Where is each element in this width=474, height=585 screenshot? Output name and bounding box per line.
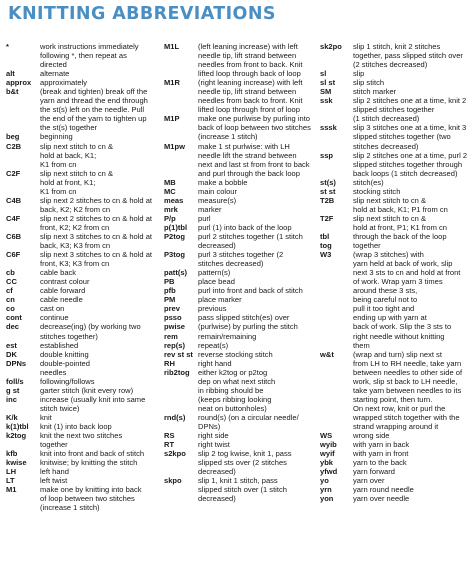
- abbreviation-term: yo: [320, 476, 329, 486]
- abbreviation-entry: [320, 69, 472, 78]
- abbreviation-term: SM: [320, 87, 332, 97]
- abbreviation-entry: [6, 132, 158, 141]
- abbreviation-definition: purl: [198, 213, 211, 223]
- abbreviation-term: LT: [6, 476, 15, 486]
- abbreviation-entry: [164, 178, 316, 187]
- abbreviation-entry: [320, 151, 472, 178]
- abbreviation-term: wyib: [320, 440, 337, 450]
- abbreviation-entry: [6, 286, 158, 295]
- abbreviation-definition: through the back of the loop: [353, 231, 447, 241]
- abbreviation-entry: [320, 87, 472, 96]
- abbreviation-term: PB: [164, 277, 175, 287]
- abbreviation-definition: slip next 3 stitches to cn & hold at back, K3; K3 from cn: [40, 231, 153, 251]
- abbreviation-definition: stitch(es): [353, 177, 384, 187]
- abbreviation-entry: [6, 467, 158, 476]
- abbreviation-term: sssk: [320, 123, 337, 133]
- abbreviation-definition: wrong side: [353, 431, 390, 441]
- abbreviation-entry: [320, 123, 472, 150]
- abbreviation-definition: right hand: [198, 358, 232, 368]
- abbreviation-term: M1: [6, 485, 17, 495]
- abbreviation-definition: purl 2 stitches together (1 stitch decreased): [198, 231, 303, 251]
- abbreviation-entry: [6, 431, 158, 449]
- abbreviation-term: P/p: [164, 213, 176, 223]
- abbreviation-term: T2F: [320, 213, 334, 223]
- abbreviation-definition: (left leaning increase) with left needle tip, lift strand between needles from front to back. Knit lifted loop through back of loop: [198, 42, 303, 79]
- abbreviation-entry: [6, 196, 158, 214]
- abbreviation-term: C2F: [6, 168, 21, 178]
- abbreviation-entry: [320, 42, 472, 69]
- abbreviation-entry: [164, 413, 316, 431]
- abbreviation-entry: [6, 476, 158, 485]
- abbreviation-definition: make one purlwise by purling into back of loop between two stitches (increase 1 stitch): [198, 114, 311, 142]
- abbreviation-definition: with yarn in front: [353, 449, 409, 459]
- abbreviation-entry: [6, 350, 158, 359]
- abbreviation-entry: [320, 458, 472, 467]
- abbreviation-entry: [164, 449, 316, 476]
- abbreviation-entry: [320, 476, 472, 485]
- abbreviation-definition: yarn over: [353, 476, 385, 486]
- abbreviation-entry: [164, 196, 316, 205]
- abbreviation-column-3: [320, 42, 472, 503]
- abbreviation-definition: yarn forward: [353, 467, 395, 477]
- abbreviation-entry: [320, 485, 472, 494]
- abbreviation-term: k(1)tbl: [6, 421, 29, 431]
- abbreviation-term: w&t: [320, 349, 334, 359]
- abbreviation-definition: remain/remaining: [198, 331, 257, 341]
- abbreviation-entry: [164, 232, 316, 250]
- abbreviation-definition: measure(s): [198, 195, 237, 205]
- abbreviation-term: rem: [164, 331, 178, 341]
- abbreviation-term: yfwd: [320, 467, 338, 477]
- abbreviation-entry: [164, 313, 316, 322]
- abbreviation-term: pfb: [164, 286, 176, 296]
- abbreviation-term: DK: [6, 349, 17, 359]
- abbreviation-definition: double-pointed needles: [40, 358, 90, 377]
- abbreviation-definition: slip 1 stitch, knit 2 stitches together, pass slipped stitch over (2 stitches decreased): [353, 42, 463, 70]
- abbreviation-entry: [320, 241, 472, 250]
- abbreviation-term: yon: [320, 494, 334, 504]
- abbreviation-term: rev st st: [164, 349, 193, 359]
- abbreviation-entry: [320, 187, 472, 196]
- abbreviation-term: M1pw: [164, 141, 185, 151]
- abbreviation-term: patt(s): [164, 268, 188, 278]
- abbreviation-entry: [6, 87, 158, 132]
- abbreviation-term: cf: [6, 286, 13, 296]
- abbreviation-term: prev: [164, 304, 180, 314]
- abbreviation-entry: [164, 440, 316, 449]
- abbreviation-entry: [164, 42, 316, 78]
- abbreviation-term: rib2tog: [164, 367, 190, 377]
- abbreviation-term: cn: [6, 295, 15, 305]
- abbreviation-term: tog: [320, 241, 332, 251]
- abbreviation-entry: [6, 422, 158, 431]
- abbreviation-entry: [6, 78, 158, 87]
- abbreviation-definition: cable back: [40, 268, 77, 278]
- abbreviation-term: C2B: [6, 141, 22, 151]
- abbreviation-term: K/k: [6, 412, 18, 422]
- abbreviation-term: ssk: [320, 96, 333, 106]
- abbreviation-definition: yarn to the back: [353, 458, 407, 468]
- abbreviation-definition: yarn over needle: [353, 494, 410, 504]
- abbreviation-term: RH: [164, 358, 175, 368]
- abbreviation-definition: yarn round needle: [353, 485, 414, 495]
- abbreviation-term: rep(s): [164, 340, 185, 350]
- abbreviation-definition: (right leaning increase) with left needle tip, lift strand between needles from back to front. Knit lifted loop through front of loop: [198, 78, 303, 115]
- abbreviation-definition: (purlwise) by purling the stitch: [198, 322, 298, 332]
- abbreviation-definition: either k2tog or p2tog dep on what next stitch in ribbing should be (keeps ribbing looking neat on buttonholes): [198, 367, 276, 413]
- abbreviation-entry: [164, 142, 316, 178]
- abbreviation-definition: slip next stitch to cn & hold at back, K1; P1 from cn: [353, 195, 448, 214]
- abbreviation-definition: garter stitch (knit every row): [40, 385, 134, 395]
- abbreviation-definition: slip 2 stitches one at a time, knit 2 slipped stitches together (1 stitch decreased): [353, 96, 467, 124]
- abbreviation-term: W3: [320, 250, 332, 260]
- abbreviation-definition: slip: [353, 69, 365, 79]
- abbreviation-term: rnd(s): [164, 412, 186, 422]
- abbreviation-term: p(1)tbl: [164, 222, 188, 232]
- abbreviation-term: st(s): [320, 177, 336, 187]
- abbreviation-entry: [164, 268, 316, 277]
- abbreviation-definition: knitwise; by knitting the stitch: [40, 458, 138, 468]
- abbreviation-definition: previous: [198, 304, 227, 314]
- abbreviation-entry: [320, 78, 472, 87]
- abbreviation-definition: following/follows: [40, 376, 95, 386]
- abbreviation-term: kfb: [6, 449, 18, 459]
- abbreviation-entry: [320, 431, 472, 440]
- abbreviation-entry: [164, 78, 316, 114]
- abbreviation-term: CC: [6, 277, 17, 287]
- abbreviation-term: M1P: [164, 114, 180, 124]
- abbreviation-term: b&t: [6, 87, 19, 97]
- abbreviation-entry: [164, 359, 316, 368]
- abbreviation-term: P3tog: [164, 250, 185, 260]
- abbreviation-entry: [6, 341, 158, 350]
- abbreviation-definition: stocking stitch: [353, 186, 401, 196]
- abbreviation-definition: marker: [198, 204, 222, 214]
- abbreviation-term: cont: [6, 313, 22, 323]
- abbreviation-entry: [6, 268, 158, 277]
- abbreviation-term: mrk: [164, 204, 178, 214]
- abbreviation-term: kwise: [6, 458, 27, 468]
- abbreviation-term: ybk: [320, 458, 334, 468]
- abbreviation-entry: [164, 223, 316, 232]
- abbreviation-definition: slip 1, knit 1 stitch, pass slipped stitch over (1 stitch decreased): [198, 476, 287, 504]
- abbreviation-definition: cast on: [40, 304, 65, 314]
- abbreviation-term: M1L: [164, 42, 180, 51]
- abbreviation-entry: [164, 476, 316, 503]
- abbreviation-term: pwise: [164, 322, 185, 332]
- abbreviation-definition: slip next 2 stitches to cn & hold at front, K2; K2 from cn: [40, 213, 153, 232]
- abbreviation-definition: place marker: [198, 295, 242, 305]
- abbreviation-definition: left twist: [40, 476, 68, 486]
- abbreviation-definition: knit (1) into back loop: [40, 421, 112, 431]
- abbreviation-definition: (wrap and turn) slip next st from LH to RH needle, take yarn between needles to other side of work, slip st back to LH needle, take yarn between needles to its starting point, then turn. On next row, knit or purl the wrapped stitch together with the strand wrapping around it: [353, 349, 463, 431]
- abbreviation-definition: alternate: [40, 69, 70, 79]
- abbreviation-entry: [320, 494, 472, 503]
- abbreviation-definition: work instructions immediately following *, then repeat as directed: [40, 42, 139, 70]
- abbreviation-entry: [164, 205, 316, 214]
- abbreviation-definition: pattern(s): [198, 268, 231, 278]
- abbreviation-definition: knit: [40, 412, 52, 422]
- abbreviation-definition: make one by knitting into back of loop between two stitches (increase 1 stitch): [40, 485, 142, 513]
- abbreviation-entry: [6, 485, 158, 512]
- abbreviation-term: wyif: [320, 449, 335, 459]
- abbreviation-term: beg: [6, 132, 20, 142]
- abbreviation-entry: [164, 286, 316, 295]
- abbreviation-entry: [164, 332, 316, 341]
- abbreviation-entry: [320, 214, 472, 232]
- abbreviation-term: tbl: [320, 231, 330, 241]
- abbreviation-term: MB: [164, 177, 176, 187]
- abbreviation-definition: approximately: [40, 78, 87, 88]
- abbreviation-term: yrn: [320, 485, 332, 495]
- abbreviation-entry: [320, 467, 472, 476]
- abbreviation-entry: [320, 350, 472, 431]
- abbreviation-definition: decrease(ing) (by working two stitches together): [40, 322, 141, 341]
- abbreviation-term: co: [6, 304, 15, 314]
- abbreviation-term: *: [6, 42, 9, 51]
- abbreviation-term: s2kpo: [164, 449, 186, 459]
- abbreviation-term: sl st: [320, 78, 336, 88]
- abbreviation-entry: [164, 341, 316, 350]
- abbreviation-term: C4B: [6, 195, 22, 205]
- abbreviation-entry: [6, 169, 158, 196]
- abbreviation-entry: [6, 322, 158, 340]
- abbreviation-definition: right side: [198, 431, 229, 441]
- abbreviation-term: skpo: [164, 476, 182, 486]
- abbreviation-definition: main colour: [198, 186, 238, 196]
- abbreviation-term: C4F: [6, 213, 21, 223]
- abbreviation-entry: [164, 304, 316, 313]
- abbreviation-definition: place bead: [198, 277, 235, 287]
- abbreviation-entry: [164, 322, 316, 331]
- abbreviation-entry: [164, 214, 316, 223]
- abbreviation-definition: together: [353, 241, 381, 251]
- abbreviation-entry: [164, 277, 316, 286]
- abbreviation-term: cb: [6, 268, 15, 278]
- abbreviation-term: g st: [6, 385, 20, 395]
- abbreviation-definition: continue: [40, 313, 69, 323]
- abbreviation-definition: slip next stitch to cn & hold at back, K1; K1 from cn: [40, 141, 113, 169]
- abbreviation-definition: pass slipped stitch(es) over: [198, 313, 290, 323]
- abbreviation-term: WS: [320, 431, 333, 441]
- abbreviation-entry: [6, 232, 158, 250]
- abbreviation-definition: double knitting: [40, 349, 89, 359]
- abbreviation-definition: purl (1) into back of the loop: [198, 222, 292, 232]
- abbreviation-definition: right twist: [198, 440, 230, 450]
- abbreviation-entry: [6, 458, 158, 467]
- abbreviation-term: T2B: [320, 195, 335, 205]
- abbreviation-definition: reverse stocking stitch: [198, 349, 273, 359]
- abbreviation-term: LH: [6, 467, 17, 477]
- abbreviation-entry: [320, 178, 472, 187]
- abbreviation-term: inc: [6, 394, 17, 404]
- abbreviation-term: sk2po: [320, 42, 342, 51]
- abbreviation-entry: [6, 69, 158, 78]
- abbreviation-definition: knit the next two stitches together: [40, 431, 123, 450]
- abbreviation-entry: [320, 96, 472, 123]
- abbreviation-definition: make a bobble: [198, 177, 248, 187]
- abbreviation-entry: [6, 42, 158, 69]
- abbreviation-entry: [164, 250, 316, 268]
- abbreviation-term: PM: [164, 295, 176, 305]
- abbreviation-definition: slip stitch: [353, 78, 385, 88]
- abbreviation-entry: [6, 250, 158, 268]
- abbreviation-term: alt: [6, 69, 15, 79]
- abbreviation-entry: [164, 295, 316, 304]
- abbreviation-entry: [164, 350, 316, 359]
- abbreviation-definition: slip next stitch to cn & hold at front, K1; K1 from cn: [40, 168, 113, 196]
- abbreviation-definition: increase (usually knit into same stitch twice): [40, 394, 146, 413]
- abbreviation-term: k2tog: [6, 431, 27, 441]
- abbreviation-term: M1R: [164, 78, 180, 88]
- abbreviation-definition: purl into front and back of stitch: [198, 286, 303, 296]
- abbreviation-term: ssp: [320, 150, 334, 160]
- abbreviation-definition: contrast colour: [40, 277, 90, 287]
- abbreviation-definition: round(s) (on a circular needle/ DPNs): [198, 412, 299, 431]
- abbreviation-entry: [164, 368, 316, 413]
- abbreviation-definition: left hand: [40, 467, 69, 477]
- abbreviation-term: approx: [6, 78, 32, 88]
- abbreviation-term: MC: [164, 186, 176, 196]
- abbreviation-entry: [6, 313, 158, 322]
- abbreviation-entry: [164, 431, 316, 440]
- abbreviation-column-1: [6, 42, 158, 512]
- abbreviation-definition: purl 3 stitches together (2 stitches decreased): [198, 250, 284, 269]
- abbreviation-entry: [6, 142, 158, 169]
- abbreviation-column-2: [164, 42, 316, 503]
- abbreviation-definition: slip next 2 stitches to cn & hold at back, K2; K2 from cn: [40, 195, 153, 214]
- abbreviation-entry: [6, 386, 158, 395]
- abbreviation-definition: repeat(s): [198, 340, 229, 350]
- abbreviation-term: DPNs: [6, 358, 27, 368]
- abbreviation-entry: [320, 440, 472, 449]
- abbreviation-entry: [6, 304, 158, 313]
- abbreviation-term: RS: [164, 431, 175, 441]
- abbreviation-entry: [6, 395, 158, 413]
- abbreviation-entry: [6, 449, 158, 458]
- abbreviation-term: RT: [164, 440, 175, 450]
- abbreviation-definition: (wrap 3 stitches) with yarn held at back of work, slip next 3 sts to cn and hold at front of work. Wrap yarn 3 times around these 3 sts, being careful not to pull it too tight and ending up with yarn at back of work. Slip the 3 sts to right needle without knitting them: [353, 250, 461, 350]
- page-title: KNITTING ABBREVIATIONS: [8, 4, 276, 24]
- abbreviation-definition: knit into front and back of stitch: [40, 449, 145, 459]
- abbreviation-definition: stitch marker: [353, 87, 397, 97]
- abbreviation-term: est: [6, 340, 17, 350]
- abbreviation-entry: [164, 187, 316, 196]
- abbreviation-term: meas: [164, 195, 184, 205]
- abbreviation-term: C6B: [6, 231, 22, 241]
- abbreviation-definition: slip 3 stitches one at a time, knit 3 slipped stitches together (two stitches decreased): [353, 123, 467, 151]
- abbreviation-definition: with yarn in back: [353, 440, 410, 450]
- abbreviation-entry: [320, 250, 472, 350]
- abbreviation-definition: slip 2 tog kwise, knit 1, pass slipped sts over (2 stitches decreased): [198, 449, 292, 477]
- abbreviation-entry: [6, 377, 158, 386]
- abbreviation-entry: [6, 295, 158, 304]
- abbreviation-definition: cable forward: [40, 286, 86, 296]
- abbreviation-entry: [6, 359, 158, 377]
- abbreviation-term: st st: [320, 186, 336, 196]
- abbreviation-definition: established: [40, 340, 79, 350]
- abbreviation-term: psso: [164, 313, 182, 323]
- abbreviation-definition: beginning: [40, 132, 73, 142]
- abbreviation-term: sl: [320, 69, 327, 79]
- abbreviation-definition: slip next stitch to cn & hold at front, P1; K1 from cn: [353, 213, 447, 232]
- abbreviation-entry: [164, 114, 316, 141]
- abbreviation-definition: slip next 3 stitches to cn & hold at front, K3; K3 from cn: [40, 250, 153, 269]
- abbreviation-entry: [320, 196, 472, 214]
- abbreviation-entry: [6, 413, 158, 422]
- abbreviation-definition: slip 2 stitches one at a time, purl 2 slipped stitches together through back loops (1 stitch decreased): [353, 150, 468, 178]
- abbreviation-entry: [320, 449, 472, 458]
- abbreviation-term: foll/s: [6, 376, 24, 386]
- abbreviation-term: dec: [6, 322, 20, 332]
- abbreviation-entry: [6, 277, 158, 286]
- abbreviation-term: P2tog: [164, 231, 185, 241]
- abbreviation-term: C6F: [6, 250, 21, 260]
- abbreviation-definition: (break and tighten) break off the yarn and thread the end through the st(s) left on the needle. Pull the end of the yarn to tighten up the st(s) together: [40, 87, 148, 133]
- abbreviation-entry: [320, 232, 472, 241]
- abbreviation-entry: [6, 214, 158, 232]
- abbreviation-definition: cable needle: [40, 295, 83, 305]
- abbreviation-definition: make 1 st purlwise: with LH needle lift the strand between next and last st from front to back and purl through the back loop: [198, 141, 310, 178]
